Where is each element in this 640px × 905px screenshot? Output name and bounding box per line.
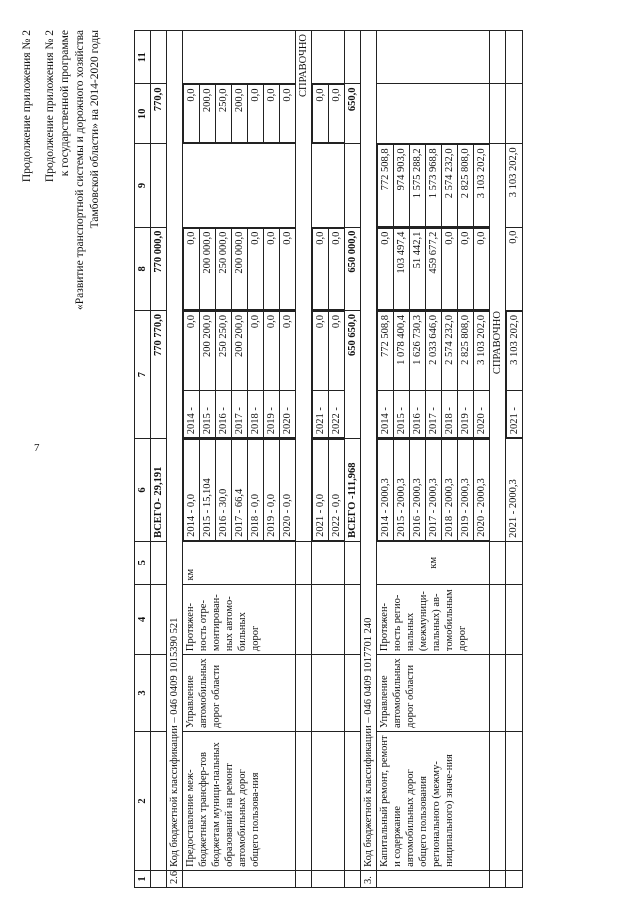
col-header: 7 <box>135 311 151 439</box>
unit: км <box>377 541 490 584</box>
activity-name: Капитальный ремонт, ремонт и содержание автомобильных дорог общего пользования регионального (межму-ниципального) значе-ния <box>377 732 490 871</box>
total-cell: 770,0 <box>151 84 167 144</box>
header-line-5: Тамбовской области» на 2014-2020 годы <box>89 30 101 229</box>
reference-row: 2021 - 0,0 2022 - 0,0 2021 - 0,0 2022 - 0,0 0,0 0,0 0,0 0,0 <box>312 31 345 888</box>
local-list: 0,0 200,0 250,0 200,0 0,0 0,0 0,0 <box>183 85 295 144</box>
spravochno-label: СПРАВОЧНО <box>490 144 506 541</box>
header-line-2: Продолжение приложения № 2 <box>44 30 56 183</box>
executor: Управление автомобильных дорог области <box>183 655 296 732</box>
budget-code-row <box>167 31 183 888</box>
total-cell: 650 650,0 <box>345 311 361 439</box>
year-list: 2014 - 2000,3 2015 - 2000,3 2016 - 2000,3 2017 - 2000,3 2018 - 2000,3 2019 - 2000,3 2020 - 2000,3 <box>377 439 489 541</box>
federal-list: 0,0 103 497,4 51 442,1 459 677,2 0,0 0,0 0,0 <box>377 228 489 310</box>
year-list: 2014 - 0,0 2015 - 15,104 2016 - 30,0 2017 - 66,4 2018 - 0,0 2019 - 0,0 2020 - 0,0 <box>183 439 295 541</box>
total-cell: ВСЕГО -111,968 <box>345 439 361 542</box>
col-header: 11 <box>135 31 151 85</box>
total-cell: 770 770,0 <box>151 311 167 439</box>
total-cell: 770 000,0 <box>151 227 167 310</box>
budget-code: Код бюджетной классификации – 046 0409 1015390 521 <box>167 31 183 871</box>
header-line-1: Продолжение приложения № 2 <box>21 30 33 183</box>
budget-code: Код бюджетной классификации – 046 0409 1017701 240 <box>361 31 377 871</box>
previous-total-row <box>151 31 167 888</box>
indicator: Протяжен-ность отре-монтирован-ных автомо-бильных дорог <box>183 584 296 655</box>
regional-list: 772 508,8 974 903,0 1 575 288,2 1 573 968,8 2 574 232,0 2 825 808,0 3 103 202,0 <box>377 144 489 226</box>
column-number-row <box>135 31 151 888</box>
funding-list: 2014 - 0,0 2015 - 200 200,0 2016 - 250 250,0 2017 - 200 200,0 2018 - 0,0 2019 - 0,0 2020 - 0,0 <box>183 311 295 438</box>
header-line-3: к государственной программе <box>59 30 71 177</box>
indicator: Протяжен-ность регио-нальных (межмуници-пальных) ав-томобильным дорог <box>377 584 490 655</box>
rotated-page <box>12 18 612 888</box>
col-header: 8 <box>135 227 151 310</box>
section-total-row <box>345 31 361 888</box>
program-table <box>134 30 523 888</box>
section-number: 3. <box>361 870 377 887</box>
funding-list: 2014 - 772 508,8 2015 - 1 078 400,4 2016 - 1 626 730,3 2017 - 2 033 646,0 2018 - 2 574 232,0 2019 - 2 825 808,0 2020 - 3 103 202,0 <box>377 311 489 438</box>
col-header: 2 <box>135 732 151 871</box>
col-header: 1 <box>135 870 151 887</box>
total-cell: ВСЕГО- 29,191 <box>151 439 167 542</box>
section-row <box>377 31 490 888</box>
federal-list: 0,0 200 000,0 250 000,0 200 000,0 0,0 0,0 0,0 <box>183 228 295 310</box>
spravochno-row <box>490 31 506 888</box>
col-header: 10 <box>135 84 151 144</box>
section-row <box>183 31 296 888</box>
reference-row: 2021 - 2000,3 2021 - 3 103 202,0 0,0 3 103 202,0 <box>506 31 523 888</box>
executor: Управление автомобильных дорог области <box>377 655 490 732</box>
document-header <box>20 30 103 310</box>
section-number: 2.6 <box>167 870 183 887</box>
spravochno-label: СПРАВОЧНО <box>296 31 312 542</box>
col-header: 5 <box>135 541 151 584</box>
total-cell: 650 000,0 <box>345 227 361 310</box>
col-header: 9 <box>135 144 151 227</box>
col-header: 4 <box>135 584 151 655</box>
budget-code-row <box>361 31 377 888</box>
header-line-4: «Развитие транспортной системы и дорожного хозяйства <box>74 30 86 310</box>
total-cell: 650,0 <box>345 84 361 144</box>
spravochno-row <box>296 31 312 888</box>
unit: км <box>183 541 296 584</box>
col-header: 6 <box>135 439 151 542</box>
activity-name: Предоставление меж-бюджетных трансфер-тов бюджетам муници-пальных образований на ремонт автомобильных дорог общего пользова-ния <box>183 732 296 871</box>
page-number: 7 <box>34 442 40 454</box>
col-header: 3 <box>135 655 151 732</box>
